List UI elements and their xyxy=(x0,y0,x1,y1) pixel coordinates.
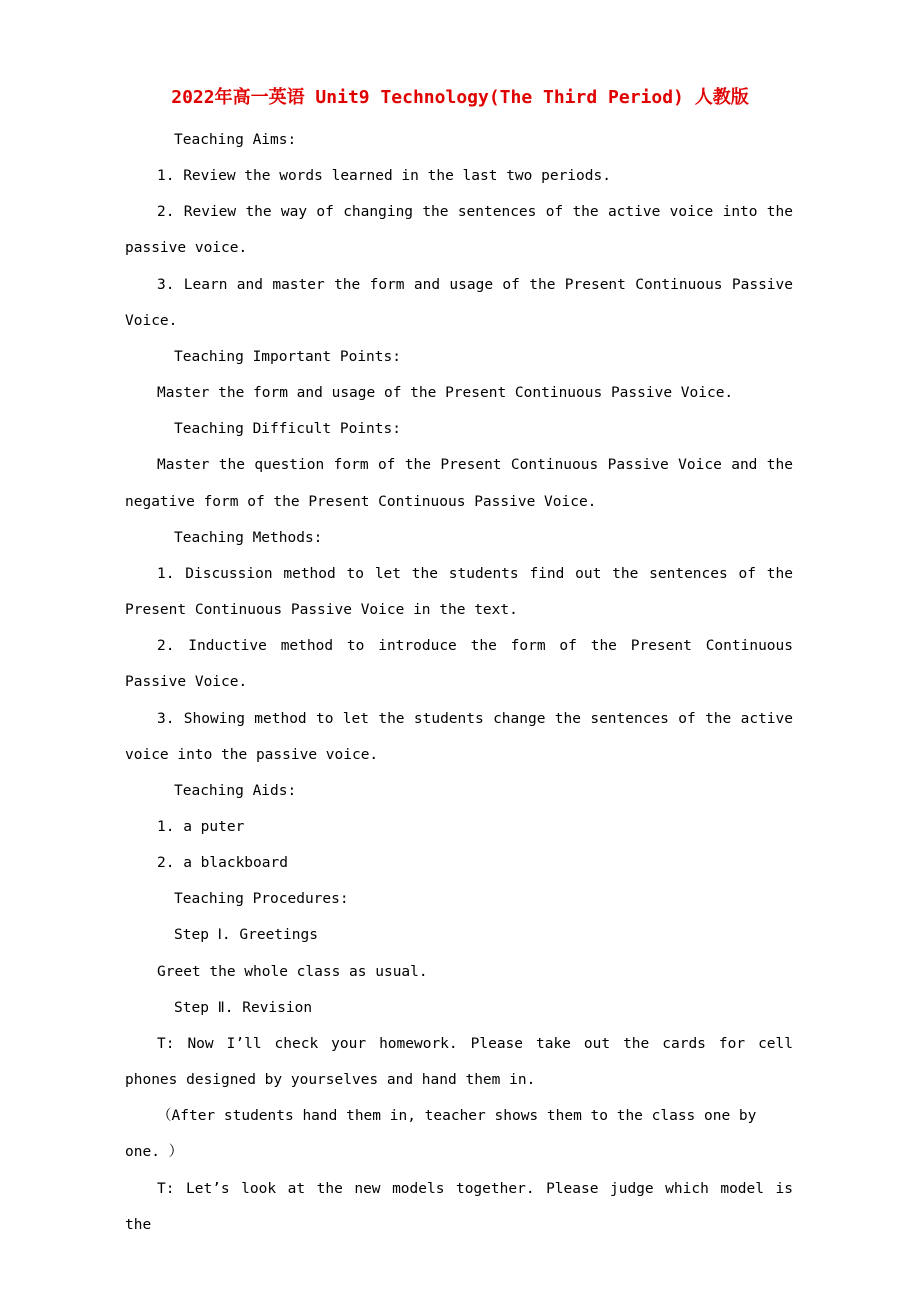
revision-text-2: （After students hand them in, teacher shows them to the class one by one. ） xyxy=(125,1108,757,1161)
step-heading-greetings: Step Ⅰ. Greetings xyxy=(174,927,318,944)
revision-text-3: T: Let’s look at the new models together. Please judge which model is the xyxy=(125,1180,793,1233)
section-heading-important-points: Teaching Important Points: xyxy=(174,348,401,365)
aim-item-1: 1. Review the words learned in the last two periods. xyxy=(157,168,611,185)
document-title: 2022年高一英语 Unit9 Technology(The Third Period) 人教版 xyxy=(171,87,749,108)
method-item-2: 2. Inductive method to introduce the form of the Present Continuous Passive Voice. xyxy=(125,638,793,691)
aim-item-2: 2. Review the way of changing the sentences of the active voice into the passive voice. xyxy=(125,204,793,257)
difficult-point-text: Master the question form of the Present Continuous Passive Voice and the negative form of the Present Continuous Passive Voice. xyxy=(125,457,793,510)
step-text-greetings: Greet the whole class as usual. xyxy=(157,963,428,980)
aid-item-1: 1. a puter xyxy=(157,818,245,835)
section-heading-difficult-points: Teaching Difficult Points: xyxy=(174,421,401,438)
revision-text-1: T: Now I’ll check your homework. Please take out the cards for cell phones designed by yourselves and hand them in. xyxy=(125,1035,793,1089)
method-item-3: 3. Showing method to let the students change the sentences of the active voice into the passive voice. xyxy=(125,710,793,763)
aim-item-3: 3. Learn and master the form and usage of the Present Continuous Passive Voice. xyxy=(125,276,793,329)
aid-item-2: 2. a blackboard xyxy=(157,855,288,872)
method-item-1: 1. Discussion method to let the students find out the sentences of the Present Continuous Passive Voice in the text. xyxy=(125,565,793,619)
section-heading-teaching-aims: Teaching Aims: xyxy=(174,132,297,148)
document-body xyxy=(125,122,793,1243)
important-point-text: Master the form and usage of the Present Continuous Passive Voice. xyxy=(157,385,734,402)
section-heading-teaching-aids: Teaching Aids: xyxy=(174,782,297,799)
step-heading-revision: Step Ⅱ. Revision xyxy=(174,999,313,1016)
section-heading-teaching-methods: Teaching Methods: xyxy=(174,529,323,546)
section-heading-teaching-procedures: Teaching Procedures: xyxy=(174,891,349,908)
